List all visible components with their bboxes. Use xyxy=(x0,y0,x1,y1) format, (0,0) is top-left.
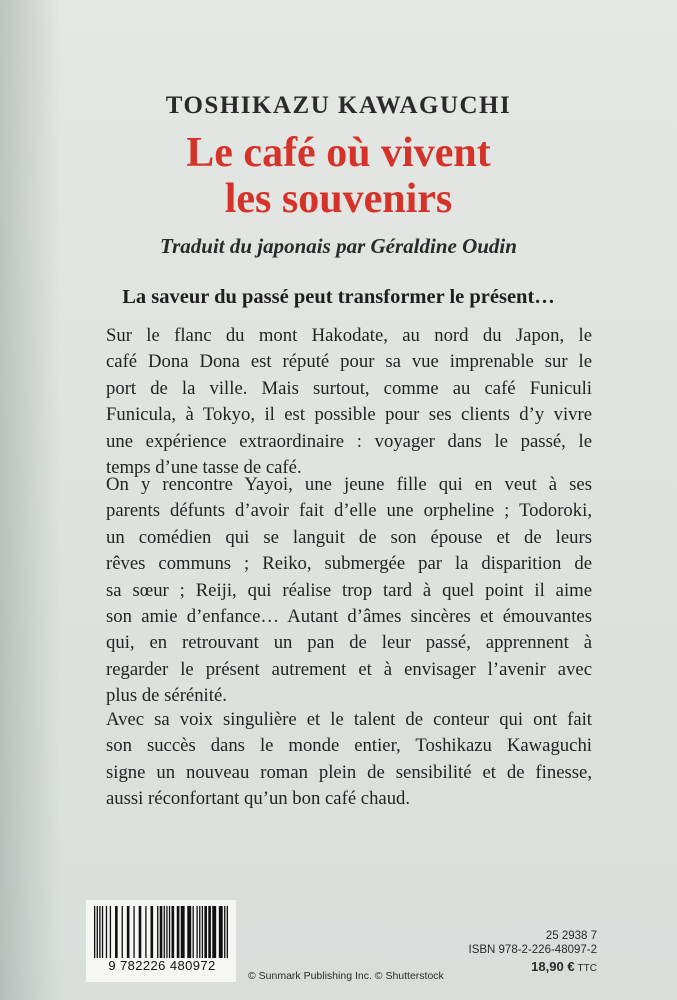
barcode-bars xyxy=(94,906,228,958)
barcode-bar xyxy=(202,906,203,958)
barcode-bar xyxy=(157,906,158,958)
barcode-bar xyxy=(181,906,185,958)
barcode-bar xyxy=(169,906,170,958)
barcode-bar xyxy=(127,906,130,958)
p1-line: temps d’une tasse de café. xyxy=(106,457,302,479)
barcode-bar xyxy=(164,906,165,958)
barcode-bar xyxy=(193,906,194,958)
p2-line: sa sœur ; Reiji, qui réalise trop tard à quel point il aime xyxy=(106,579,592,601)
barcode-bar xyxy=(145,906,146,958)
barcode-bar xyxy=(196,906,197,958)
p2-line: plus de sérénité. xyxy=(106,685,227,707)
barcode-bar xyxy=(115,906,118,958)
barcode-bar xyxy=(122,906,123,958)
author-name: TOSHIKAZU KAWAGUCHI xyxy=(165,92,512,119)
barcode-bar xyxy=(99,906,100,958)
p1-line: Funicula, à Tokyo, il est possible pour ses clients d’y vivre xyxy=(106,404,592,426)
p2-line: son amie d’enfance… Autant d’âmes sincères et émouvantes xyxy=(106,606,592,628)
p1-line: port de la ville. Mais surtout, comme au café Funiculi xyxy=(106,377,592,399)
product-code: 25 2938 7 xyxy=(545,930,597,942)
title-line-2: les souvenirs xyxy=(224,176,453,222)
barcode-bar xyxy=(97,906,98,958)
barcode-bar xyxy=(110,906,111,958)
p2-line: rêves communs ; Reiko, submergée par la disparition de xyxy=(106,553,592,575)
p3-line: son succès dans le monde entier, Toshikazu Kawaguchi xyxy=(106,735,592,757)
paragraph-3-text xyxy=(92,707,592,813)
barcode-bar xyxy=(208,906,211,958)
p2-line: On y rencontre Yayoi, une jeune fille qui en veut à ses xyxy=(106,474,592,495)
barcode-bar xyxy=(160,906,163,958)
barcode-bar xyxy=(177,906,180,958)
barcode-bar xyxy=(187,906,191,958)
barcode-bar xyxy=(150,906,153,958)
paragraph-2 xyxy=(92,472,592,723)
p3-line: aussi réconfortant qu’un bon café chaud. xyxy=(106,788,411,810)
paragraph-3 xyxy=(92,707,592,826)
barcode-bar xyxy=(139,906,142,958)
barcode-bar xyxy=(106,906,107,958)
barcode-bar xyxy=(133,906,134,958)
barcode-number: 9 782226 480972 xyxy=(108,958,216,973)
barcode-bar xyxy=(204,906,207,958)
p1-line: café Dona Dona est réputé pour sa vue imprenable sur le xyxy=(106,351,592,373)
title-line-1: Le café où vivent xyxy=(186,130,491,176)
barcode-bar xyxy=(172,906,175,958)
barcode-bar xyxy=(94,906,95,958)
barcode-bar xyxy=(102,906,103,958)
p2-line: regarder le présent autrement et à envisager l’avenir avec xyxy=(106,658,592,680)
tagline: La saveur du passé peut transformer le présent… xyxy=(122,286,555,308)
barcode-bar xyxy=(166,906,167,958)
barcode-bar xyxy=(227,906,228,958)
paragraph-1 xyxy=(92,323,592,494)
barcode xyxy=(86,900,236,982)
translator-credit: Traduit du japonais par Géraldine Oudin xyxy=(160,234,517,258)
image-credit: © Sunmark Publishing Inc. © Shutterstock xyxy=(248,970,444,982)
barcode-bar xyxy=(219,906,223,958)
barcode-bar xyxy=(224,906,225,958)
p3-line: Avec sa voix singulière et le talent de conteur qui ont fait xyxy=(106,709,592,730)
p2-line: qui, en retrouvant un pan de leur passé, apprennent à xyxy=(106,632,592,654)
barcode-bar xyxy=(212,906,216,958)
isbn-block xyxy=(469,929,598,974)
isbn: ISBN 978-2-226-48097-2 xyxy=(468,944,597,956)
p1-line: Sur le flanc du mont Hakodate, au nord du Japon, le xyxy=(106,325,592,346)
p3-line: signe un nouveau roman plein de sensibilité et de finesse, xyxy=(106,761,592,783)
p2-line: parents défunts d’avoir fait d’elle une orpheline ; Todoroki, xyxy=(106,500,592,522)
barcode-bar xyxy=(199,906,200,958)
p2-line: un comédien qui se languit de son épouse et de leurs xyxy=(106,526,592,548)
price-value: 18,90 € xyxy=(531,959,575,974)
p1-line: une expérience extraordinaire : voyager dans le passé, le xyxy=(106,430,592,452)
price xyxy=(469,959,598,974)
book-title xyxy=(0,130,677,222)
paragraph-1-text xyxy=(92,323,592,481)
price-suffix: TTC xyxy=(577,963,597,974)
paragraph-2-text xyxy=(92,472,592,710)
